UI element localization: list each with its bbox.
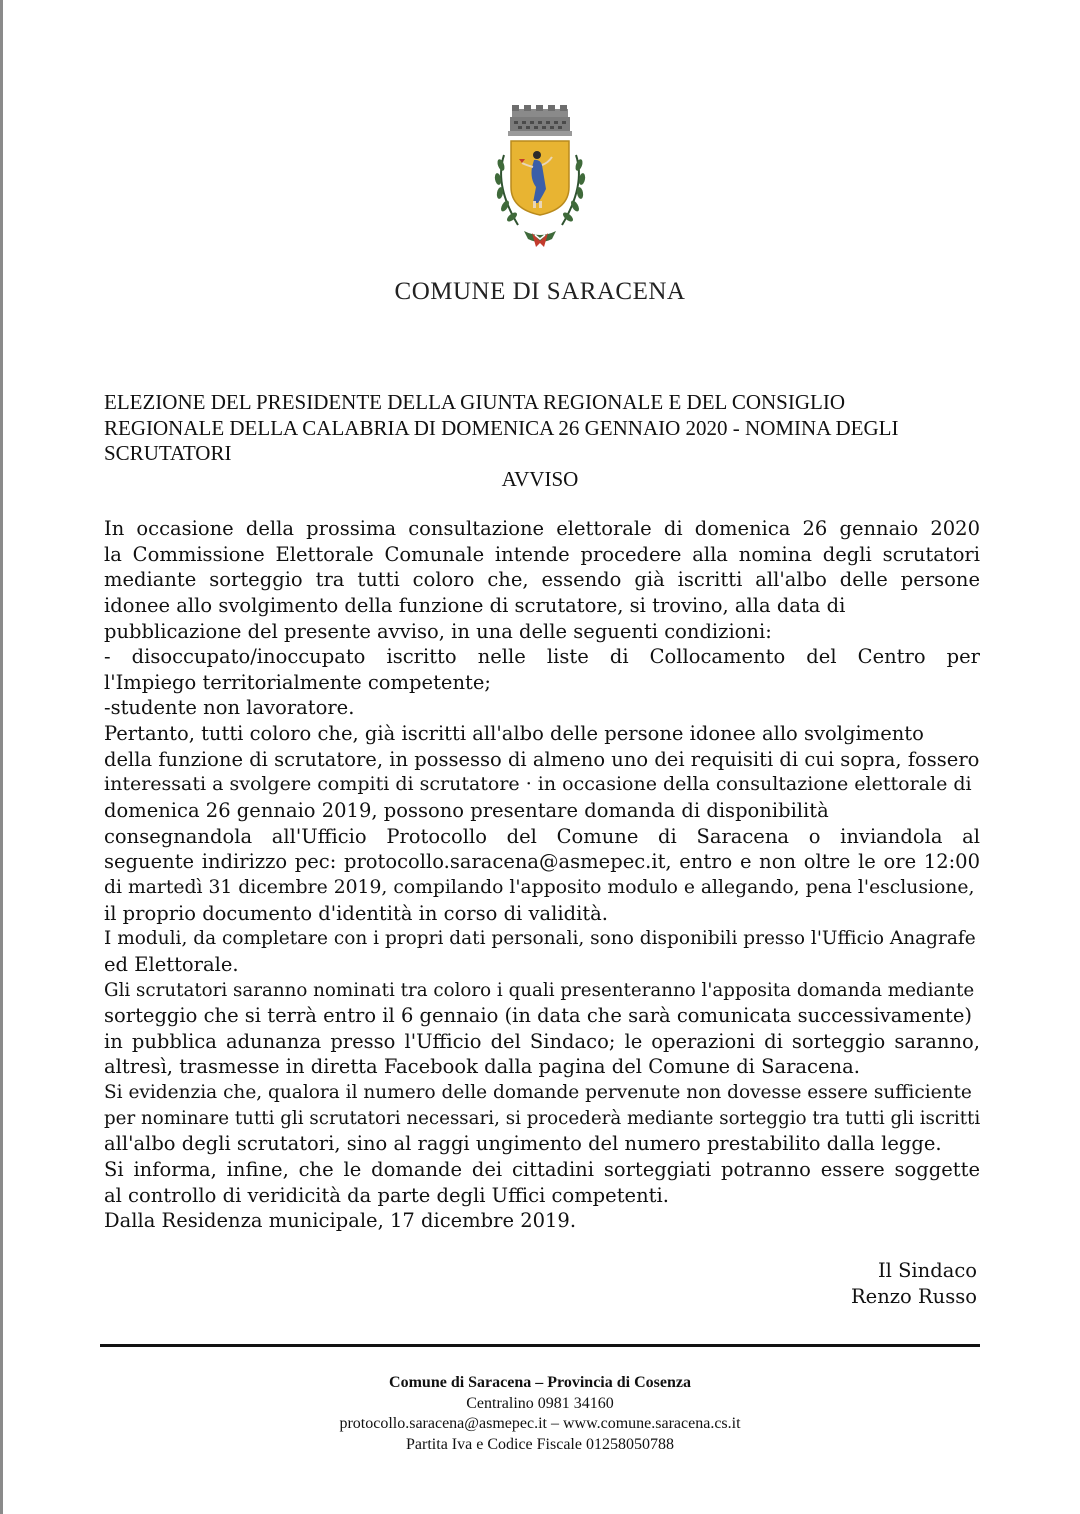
body-line: interessati a svolgere compiti di scrutatore · in occasione della consultazione elettorale di	[104, 773, 972, 796]
signature-block	[851, 1258, 977, 1310]
body-line: In occasione della prossima consultazione elettorale di domenica 26 gennaio 2020	[104, 517, 980, 540]
footer-title: Comune di Saracena – Provincia di Cosenza	[389, 1374, 691, 1391]
mural-crown-icon	[508, 105, 572, 136]
body-line: altresì, trasmesse in diretta Facebook dalla pagina del Comune di Saracena.	[104, 1055, 860, 1079]
notice-title	[104, 390, 984, 467]
body-line: al controllo di veridicità da parte degli Uffici competenti.	[104, 1183, 669, 1207]
municipal-coat-of-arms	[484, 105, 594, 255]
page-edge-shadow	[0, 0, 3, 1514]
body-line: Pertanto, tutti coloro che, già iscritti all'albo delle persone idonee allo svolgimento	[104, 722, 924, 746]
signer-name: Renzo Russo	[851, 1285, 977, 1308]
body-line: la Commissione Elettorale Comunale intende procedere alla nomina degli scrutatori	[104, 542, 980, 566]
notice-title-line: SCRUTATORI	[104, 441, 232, 465]
body-line: consegnandola all'Ufficio Protocollo del Comune di Saracena o inviandola al	[104, 824, 980, 848]
body-line: mediante sorteggio tra tutti coloro che, essendo già iscritti all'albo delle persone	[104, 568, 980, 592]
body-line: per nominare tutti gli scrutatori necessari, si procederà mediante sorteggio tra tutti gli iscritti	[104, 1107, 981, 1129]
notice-title-line: REGIONALE DELLA CALABRIA DI DOMENICA 26 GENNAIO 2020 - NOMINA DEGLI	[104, 415, 899, 440]
body-line: pubblicazione del presente avviso, in una delle seguenti condizioni:	[104, 619, 772, 643]
body-line: seguente indirizzo pec: protocollo.saracena@asmepec.it, entro e non oltre le ore 12:00	[104, 850, 980, 874]
footer-contacts: protocollo.saracena@asmepec.it – www.comune.saracena.cs.it	[339, 1415, 741, 1432]
footer-phone: Centralino 0981 34160	[466, 1394, 614, 1412]
body-line: sorteggio che si terrà entro il 6 gennaio (in data che sarà comunicata successivamente)	[104, 1004, 972, 1028]
footer-tax-id: Partita Iva e Codice Fiscale 01258050788	[406, 1435, 674, 1453]
footer	[0, 1373, 1080, 1455]
body-line: I moduli, da completare con i propri dati personali, sono disponibili presso l'Ufficio Anagrafe	[104, 928, 976, 950]
municipality-name: COMUNE DI SARACENA	[394, 278, 686, 305]
body-line: Si informa, infine, che le domande dei cittadini sorteggiati potranno essere soggette	[104, 1158, 980, 1182]
body-line: Gli scrutatori saranno nominati tra coloro i quali presenteranno l'apposita domanda mediante	[104, 979, 975, 1001]
body-line: Dalla Residenza municipale, 17 dicembre 2019.	[104, 1209, 577, 1233]
body-line: - disoccupato/inoccupato iscritto nelle liste di Collocamento del Centro per	[104, 645, 980, 669]
footer-divider	[100, 1344, 980, 1347]
body-line: della funzione di scrutatore, in possesso di almeno uno dei requisiti di cui sopra, fossero	[104, 747, 980, 771]
signer-role: Il Sindaco	[877, 1259, 977, 1282]
body-line: il proprio documento d'identità in corso di validità.	[104, 901, 608, 925]
body-line: all'albo degli scrutatori, sino al raggi ungimento del numero prestabilito dalla legge.	[104, 1132, 942, 1156]
body-line: Si evidenzia che, qualora il numero delle domande pervenute non dovesse essere sufficiente	[104, 1082, 972, 1104]
body-line: di martedì 31 dicembre 2019, compilando l'apposito modulo e allegando, pena l'esclusione,	[104, 876, 975, 898]
body-line: -studente non lavoratore.	[104, 696, 355, 720]
body-line: idonee allo svolgimento della funzione di scrutatore, si trovino, alla data di	[104, 593, 846, 617]
notice-label: AVVISO	[501, 467, 579, 491]
body-line: in pubblica adunanza presso l'Ufficio del Sindaco; le operazioni di sorteggio saranno,	[104, 1029, 980, 1053]
body-line: ed Elettorale.	[104, 952, 239, 976]
body-line: l'Impiego territorialmente competente;	[104, 670, 491, 694]
notice-title-line: ELEZIONE DEL PRESIDENTE DELLA GIUNTA REGIONALE E DEL CONSIGLIO	[104, 390, 845, 414]
notice-body	[104, 516, 980, 1234]
body-line: domenica 26 gennaio 2019, possono presentare domanda di disponibilità	[104, 799, 829, 823]
